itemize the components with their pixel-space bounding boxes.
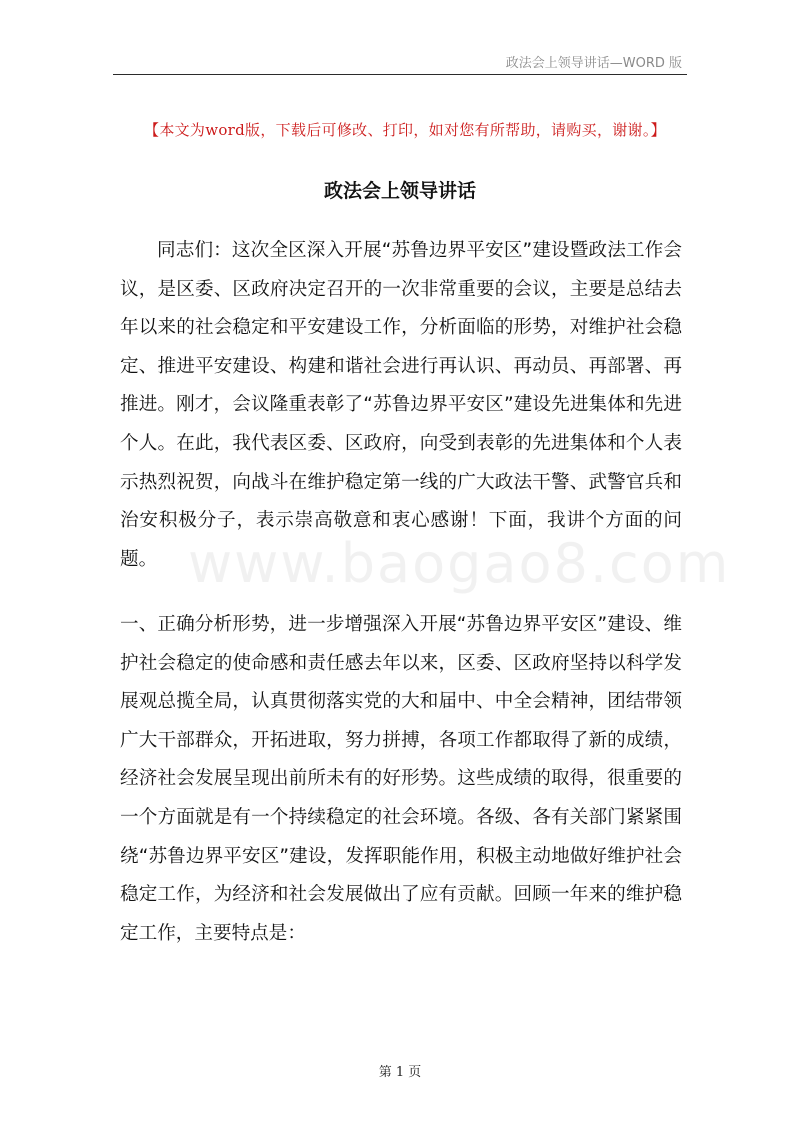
watermark: www.baogao8.com: [188, 532, 731, 595]
paragraph-opening: 同志们：这次全区深入开展“苏鲁边界平安区”建设暨政法工作会议，是区委、区政府决定召开的一次非常重要的会议，主要是总结去年以来的社会稳定和平安建设工作，分析面临的形势，对维护社会稳定、推进平安建设、构建和谐社会进行再认识、再动员、再部署、再推进。刚才，会议隆重表彰了“苏鲁边界平安区”建设先进集体和先进个人。在此，我代表区委、区政府，向受到表彰的先进集体和个人表示热烈祝贺，向战斗在维护稳定第一线的广大政法干警、武警官兵和治安积极分子，表示崇高敬意和衷心感谢！下面，我讲个方面的问题。: [120, 240, 682, 570]
header-divider: [113, 74, 687, 75]
page-header: 政法会上领导讲话—WORD 版: [505, 56, 682, 71]
purchase-notice: 【本文为word版，下载后可修改、打印，如对您有所帮助，请购买，谢谢。】: [144, 121, 666, 139]
page-number: 第 1 页: [378, 1065, 422, 1080]
document-title: 政法会上领导讲话: [323, 180, 476, 202]
paragraph-section-one: 一、正确分析形势，进一步增强深入开展“苏鲁边界平安区”建设、维护社会稳定的使命感和责任感去年以来，区委、区政府坚持以科学发展观总揽全局，认真贯彻落实党的大和届中、中全会精神，团结带领广大干部群众，开拓进取，努力拼搏，各项工作都取得了新的成绩，经济社会发展呈现出前所未有的好形势。这些成绩的取得，很重要的一个方面就是有一个持续稳定的社会环境。各级、各有关部门紧紧围绕“苏鲁边界平安区”建设，发挥职能作用，积极主动地做好维护社会稳定工作，为经济和社会发展做出了应有贡献。回顾一年来的维护稳定工作，主要特点是：: [120, 614, 682, 944]
